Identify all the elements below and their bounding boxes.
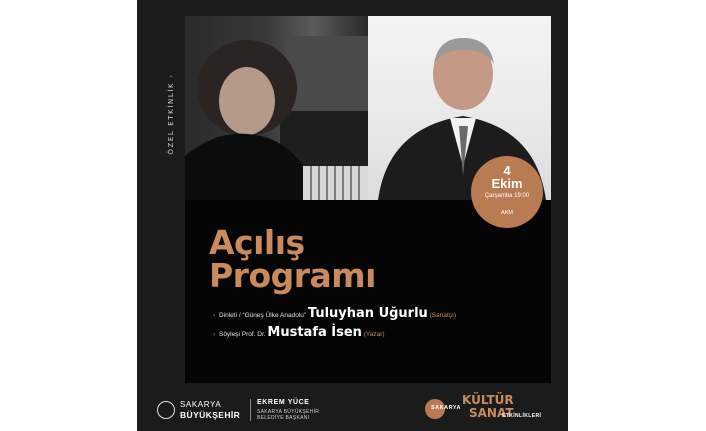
event-item-talk	[213, 325, 385, 340]
speaker-role: (Yazar)	[363, 331, 385, 338]
bullet-icon: ›	[213, 312, 216, 319]
date-time: Çarşamba 19:00	[484, 193, 530, 199]
brand-sanat: SANAT	[469, 406, 514, 420]
mayor-title-line-2: BELEDİYE BAŞKANI	[257, 415, 310, 421]
title-line-1: Açılış	[209, 223, 305, 262]
mayor-name: EKREM YÜCE	[257, 399, 310, 406]
speaker-name: Mustafa İsen	[267, 325, 362, 340]
mayor-title-line-1: SAKARYA BÜYÜKŞEHİR	[257, 409, 320, 415]
brand-etkinlikleri: ETKİNLİKLERİ	[502, 413, 542, 419]
logo-text-line-1: SAKARYA	[180, 400, 222, 409]
event-type: Söyleşi Prof. Dr.	[218, 331, 266, 338]
performer-name: Tuluyhan Uğurlu	[307, 306, 428, 321]
logo-text-line-2: BÜYÜKŞEHİR	[180, 410, 241, 420]
title-line-2: Programı	[209, 256, 376, 295]
program-title	[209, 223, 376, 295]
side-label-text: ÖZEL ETKİNLİK	[167, 81, 175, 155]
pianist-illustration	[185, 16, 368, 200]
date-month: Ekim	[491, 176, 523, 191]
event-type: Dinleti / “Güneş Ülke Anadolu”	[218, 312, 307, 319]
date-venue: AKM	[501, 210, 513, 216]
footer-divider	[250, 399, 251, 421]
event-item-recital	[213, 306, 456, 321]
pianist-photo	[185, 16, 368, 200]
municipality-logo-icon	[157, 401, 175, 419]
brand-sakarya: SAKARYA	[431, 405, 461, 411]
brand-kultur: KÜLTÜR	[462, 393, 514, 407]
date-badge	[471, 156, 543, 228]
footer	[137, 383, 568, 431]
side-label	[167, 73, 175, 154]
side-label-arrow: ›	[167, 73, 175, 78]
bullet-icon: ›	[213, 331, 216, 338]
program-panel	[185, 200, 551, 383]
date-day: 4	[503, 163, 511, 178]
performer-role: (Sanatçı)	[429, 312, 456, 319]
